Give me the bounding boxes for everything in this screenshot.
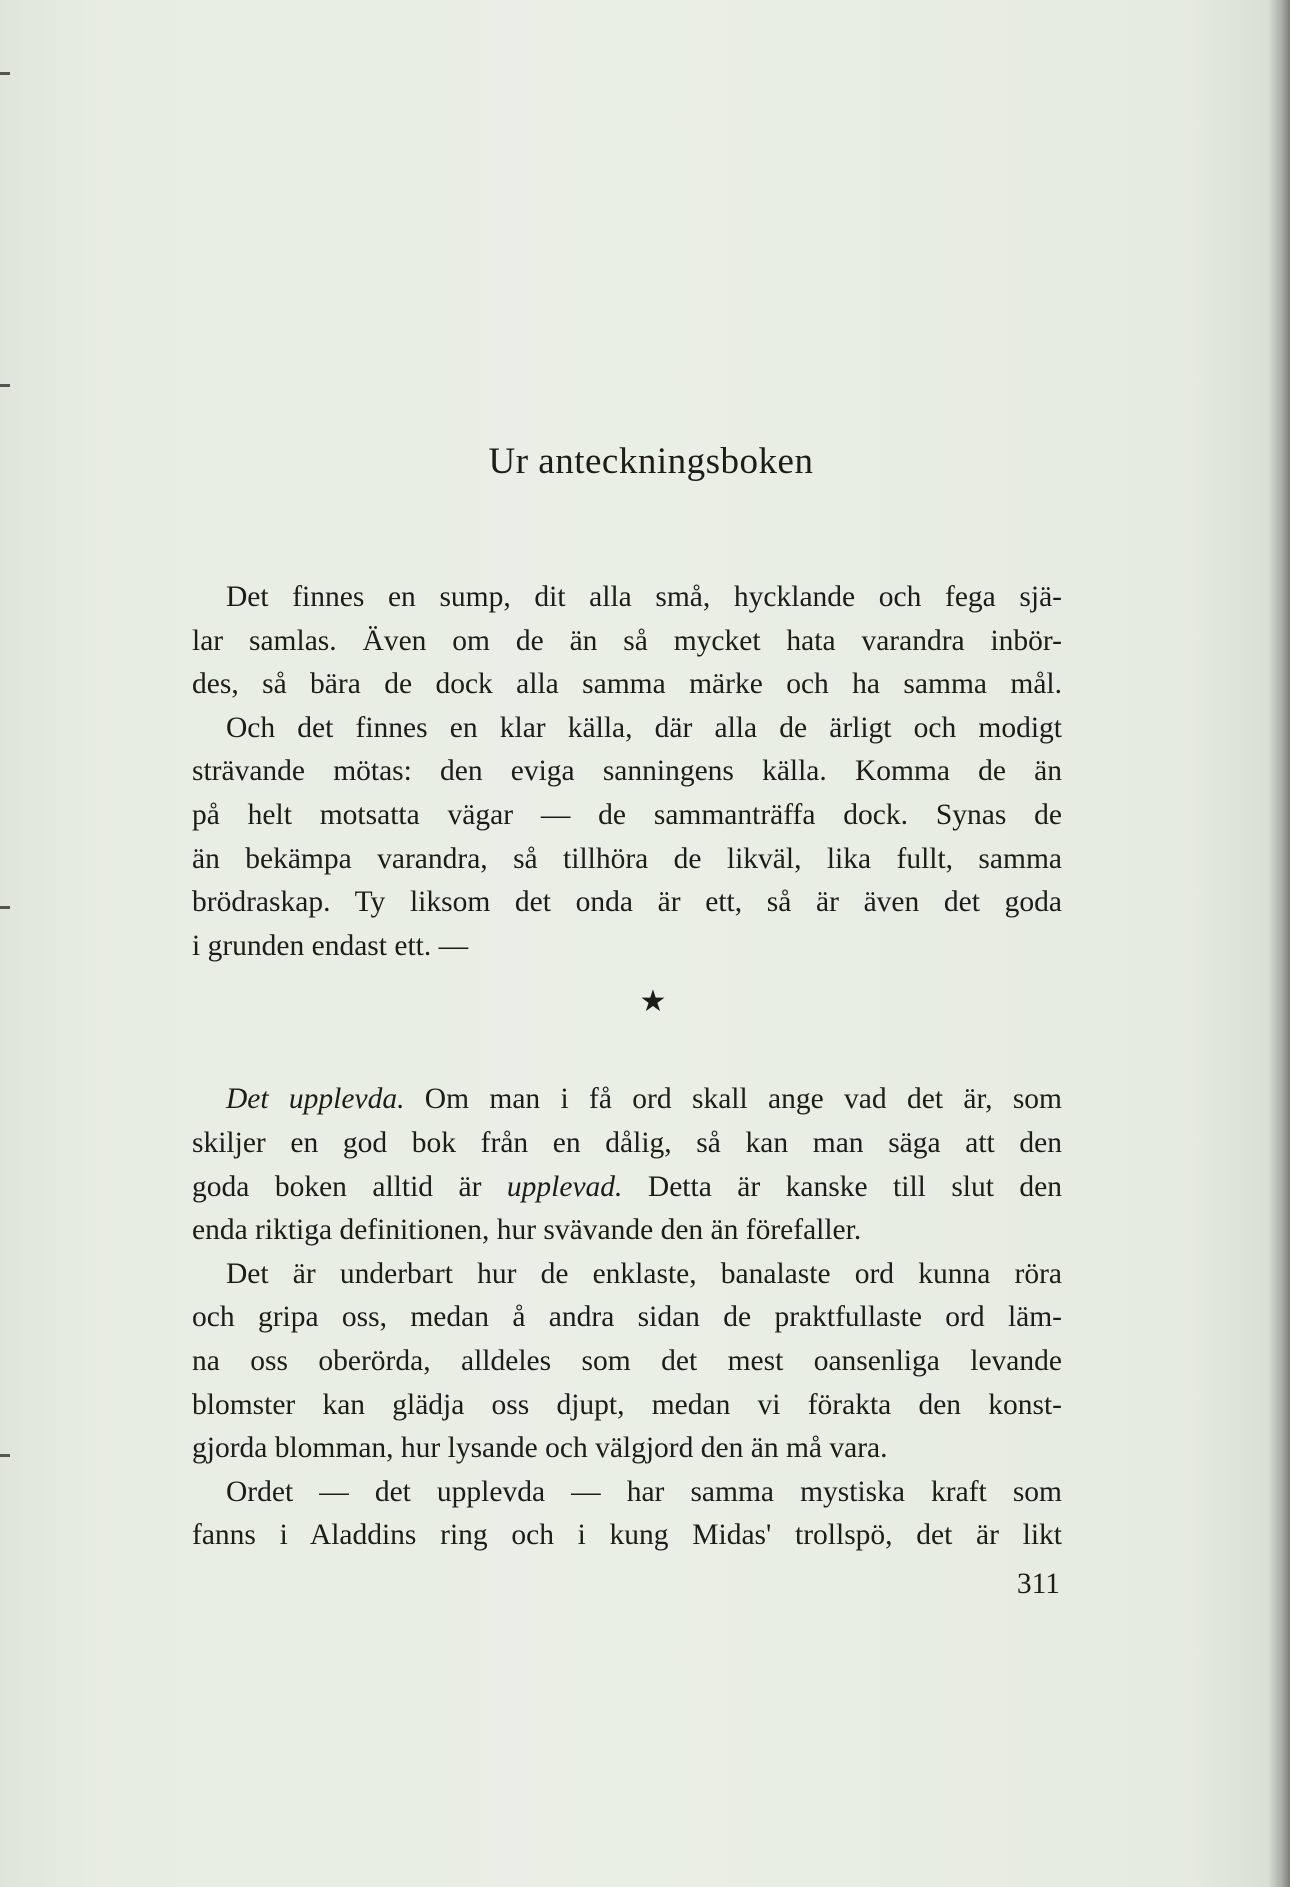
italic-term: upplevad. — [506, 1170, 623, 1203]
page-gutter-shadow — [1268, 0, 1290, 1887]
text-line: skiljer en god bok från en dålig, så kan man säga att den — [192, 1126, 1062, 1159]
text-line: än bekämpa varandra, så tillhöra de likväl, lika fullt, samma — [192, 842, 1062, 875]
edge-mark — [0, 72, 10, 75]
text-fragment: goda boken alltid är — [192, 1170, 507, 1203]
section-separator-star: ★ — [639, 985, 667, 1019]
text-line: blomster kan glädja oss djupt, medan vi förakta den konst- — [192, 1388, 1062, 1421]
text-line: brödraskap. Ty liksom det onda är ett, så är även det goda — [192, 886, 1062, 919]
text-line: enda riktiga definitionen, hur svävande den än förefaller. — [192, 1214, 862, 1247]
text-line: des, så bära de dock alla samma märke och ha samma mål. — [192, 668, 1062, 701]
page-number: 311 — [1016, 1568, 1060, 1600]
text-line: och gripa oss, medan å andra sidan de praktfullaste ord läm- — [192, 1301, 1062, 1334]
text-line: fanns i Aladdins ring och i kung Midas' trollspö, det är likt — [192, 1519, 1062, 1552]
italic-term: Det upplevda. — [226, 1083, 405, 1116]
text-line: på helt motsatta vägar — de sammanträffa dock. Synas de — [192, 798, 1062, 831]
text-line: strävande mötas: den eviga sanningens källa. Komma de än — [192, 755, 1062, 788]
paragraph-sump — [192, 576, 1062, 968]
chapter-title: Ur anteckningsboken — [488, 441, 814, 482]
paragraph-upplevda — [192, 1078, 1062, 1558]
text-line: Ordet — det upplevda — har samma mystiska kraft som — [226, 1475, 1062, 1508]
section-gap — [192, 1036, 1062, 1078]
text-line — [192, 1078, 1062, 1122]
text-fragment: Detta är kanske till slut den — [622, 1170, 1063, 1203]
text-line: Och det finnes en klar källa, där alla de ärligt och modigt — [226, 711, 1062, 744]
edge-mark — [0, 906, 10, 909]
text-fragment: Om man i få ord skall ange vad det är, som — [404, 1083, 1062, 1116]
text-line: Det är underbart hur de enklaste, banalaste ord kunna röra — [226, 1257, 1062, 1290]
text-line: na oss oberörda, alldeles som det mest oansenliga levande — [192, 1344, 1062, 1377]
body-text — [192, 576, 1062, 1558]
edge-mark — [0, 384, 10, 387]
text-line: gjorda blomman, hur lysande och välgjord den än må vara. — [192, 1432, 888, 1465]
text-line: Det finnes en sump, dit alla små, hycklande och fega sjä- — [226, 581, 1062, 613]
text-line: i grunden endast ett. — — [192, 929, 469, 962]
edge-mark — [0, 1454, 10, 1457]
text-line — [192, 1166, 1062, 1210]
text-line: lar samlas. Även om de än så mycket hata varandra inbör- — [192, 624, 1062, 657]
